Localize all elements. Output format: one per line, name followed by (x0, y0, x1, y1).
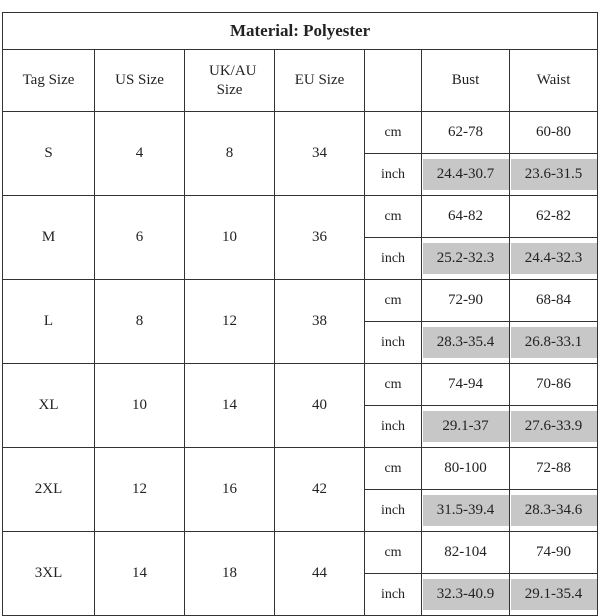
tag-size-cell: S (3, 112, 95, 196)
ukau-size-cell: 10 (185, 196, 275, 280)
waist-cm-cell: 62-82 (510, 196, 598, 238)
waist-inch-cell-value: 28.3-34.6 (511, 495, 597, 526)
us-size-cell: 8 (95, 280, 185, 364)
bust-inch-cell (422, 322, 510, 364)
bust-inch-cell-value: 28.3-35.4 (423, 327, 509, 358)
waist-inch-cell (510, 238, 598, 280)
bust-inch-cell (422, 406, 510, 448)
us-size-cell: 4 (95, 112, 185, 196)
bust-inch-cell-value: 29.1-37 (423, 411, 509, 442)
unit-inch-cell: inch (365, 238, 422, 280)
waist-inch-cell-value: 23.6-31.5 (511, 159, 597, 190)
header-bust: Bust (422, 50, 510, 112)
size-row-cm (3, 196, 598, 238)
bust-cm-cell: 64-82 (422, 196, 510, 238)
waist-cm-cell: 74-90 (510, 532, 598, 574)
waist-inch-cell (510, 574, 598, 616)
tag-size-cell: XL (3, 364, 95, 448)
eu-size-cell: 44 (275, 532, 365, 616)
eu-size-cell: 34 (275, 112, 365, 196)
header-tag-size: Tag Size (3, 50, 95, 112)
unit-cm-cell: cm (365, 280, 422, 322)
size-chart-table (2, 12, 598, 616)
size-row-cm (3, 280, 598, 322)
us-size-cell: 14 (95, 532, 185, 616)
waist-inch-cell (510, 490, 598, 532)
tag-size-cell: L (3, 280, 95, 364)
header-us-size: US Size (95, 50, 185, 112)
bust-cm-cell: 82-104 (422, 532, 510, 574)
tag-size-cell: 3XL (3, 532, 95, 616)
bust-inch-cell-value: 25.2-32.3 (423, 243, 509, 274)
unit-cm-cell: cm (365, 112, 422, 154)
unit-cm-cell: cm (365, 196, 422, 238)
waist-inch-cell (510, 322, 598, 364)
size-row-cm (3, 532, 598, 574)
chart-title: Material: Polyester (3, 13, 598, 50)
eu-size-cell: 38 (275, 280, 365, 364)
size-row-cm (3, 448, 598, 490)
ukau-size-cell: 16 (185, 448, 275, 532)
us-size-cell: 10 (95, 364, 185, 448)
bust-cm-cell: 62-78 (422, 112, 510, 154)
unit-cm-cell: cm (365, 364, 422, 406)
ukau-size-cell: 12 (185, 280, 275, 364)
waist-cm-cell: 70-86 (510, 364, 598, 406)
waist-inch-cell-value: 27.6-33.9 (511, 411, 597, 442)
header-waist: Waist (510, 50, 598, 112)
bust-inch-cell (422, 490, 510, 532)
eu-size-cell: 40 (275, 364, 365, 448)
bust-inch-cell-value: 32.3-40.9 (423, 579, 509, 610)
waist-inch-cell-value: 24.4-32.3 (511, 243, 597, 274)
header-unit (365, 50, 422, 112)
tag-size-cell: 2XL (3, 448, 95, 532)
unit-inch-cell: inch (365, 490, 422, 532)
waist-inch-cell-value: 26.8-33.1 (511, 327, 597, 358)
bust-inch-cell-value: 31.5-39.4 (423, 495, 509, 526)
eu-size-cell: 42 (275, 448, 365, 532)
waist-cm-cell: 68-84 (510, 280, 598, 322)
tag-size-cell: M (3, 196, 95, 280)
ukau-size-cell: 8 (185, 112, 275, 196)
bust-inch-cell (422, 154, 510, 196)
bust-cm-cell: 72-90 (422, 280, 510, 322)
waist-cm-cell: 72-88 (510, 448, 598, 490)
us-size-cell: 6 (95, 196, 185, 280)
waist-inch-cell-value: 29.1-35.4 (511, 579, 597, 610)
size-row-cm (3, 364, 598, 406)
unit-inch-cell: inch (365, 406, 422, 448)
unit-inch-cell: inch (365, 574, 422, 616)
bust-inch-cell (422, 238, 510, 280)
us-size-cell: 12 (95, 448, 185, 532)
ukau-size-cell: 14 (185, 364, 275, 448)
header-eu-size: EU Size (275, 50, 365, 112)
waist-inch-cell (510, 154, 598, 196)
size-chart (2, 12, 597, 602)
header-ukau-size: UK/AU Size (185, 50, 275, 112)
unit-inch-cell: inch (365, 154, 422, 196)
unit-cm-cell: cm (365, 532, 422, 574)
bust-cm-cell: 74-94 (422, 364, 510, 406)
ukau-size-cell: 18 (185, 532, 275, 616)
unit-inch-cell: inch (365, 322, 422, 364)
bust-inch-cell (422, 574, 510, 616)
waist-cm-cell: 60-80 (510, 112, 598, 154)
waist-inch-cell (510, 406, 598, 448)
bust-cm-cell: 80-100 (422, 448, 510, 490)
size-row-cm (3, 112, 598, 154)
unit-cm-cell: cm (365, 448, 422, 490)
bust-inch-cell-value: 24.4-30.7 (423, 159, 509, 190)
eu-size-cell: 36 (275, 196, 365, 280)
